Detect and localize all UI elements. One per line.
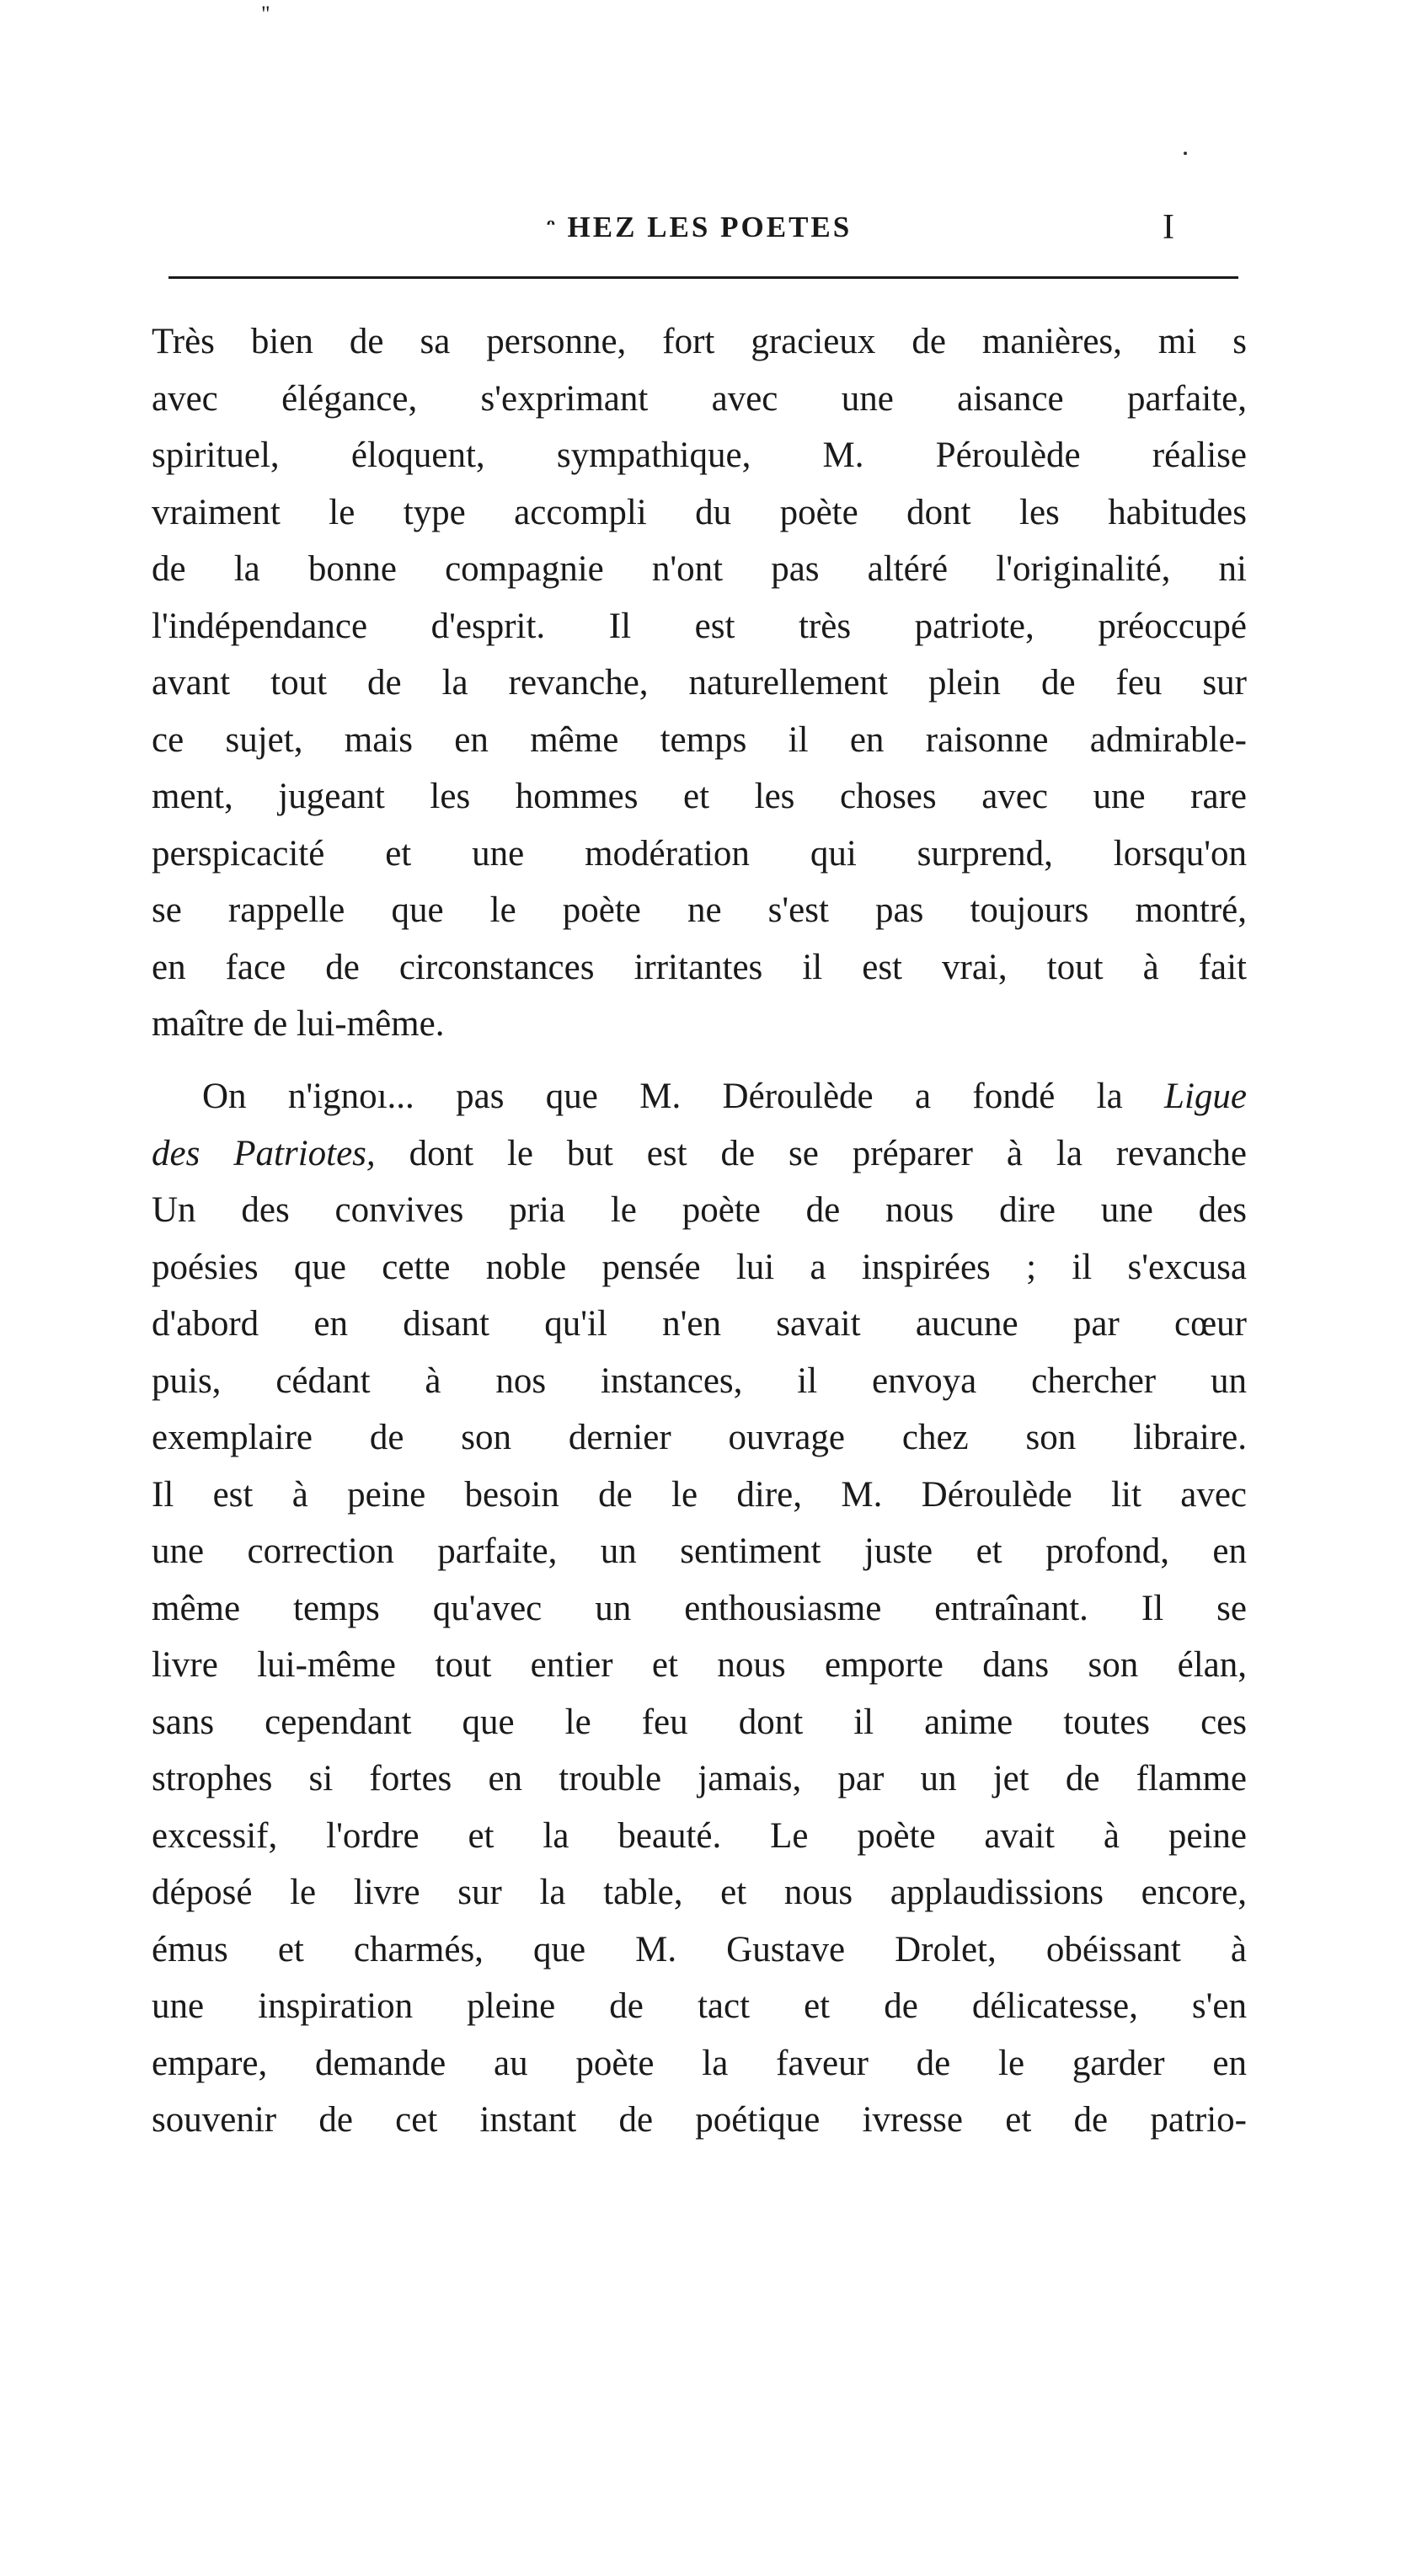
text-line: Il est à peine besoin de le dire, M. Déroulède lit avec <box>152 1474 1247 1515</box>
text-run: dont le but est de se préparer à la revanche <box>375 1133 1247 1173</box>
text-line: se rappelle que le poète ne s'est pas toujours montré, <box>152 890 1247 930</box>
text-line: d'abord en disant qu'il n'en savait aucune par cœur <box>152 1304 1247 1344</box>
running-title: ᵔ HEZ LES POETES <box>546 211 853 243</box>
text-line: sans cependant que le feu dont il anime toutes ces <box>152 1702 1247 1742</box>
text-line: perspicacité et une modération qui surprend, lorsqu'on <box>152 833 1247 874</box>
text-line: excessif, l'ordre et la beauté. Le poète avait à peine <box>152 1815 1247 1856</box>
running-head <box>0 202 1406 253</box>
text-line <box>152 1125 1247 1183</box>
text-line: poésies que cette noble pensée lui a inspirées ; il s'excusa <box>152 1247 1247 1287</box>
header-rule <box>168 276 1238 279</box>
italic-title: Ligue <box>1164 1077 1247 1116</box>
text-run: On n'ignoı... pas que M. Déroulède a fondé la <box>202 1077 1165 1116</box>
text-line: strophes si fortes en trouble jamais, par un jet de flamme <box>152 1759 1247 1798</box>
text-line: de la bonne compagnie n'ont pas altéré l'originalité, ni <box>152 549 1247 589</box>
text-line: avec élégance, s'exprimant avec une aisance parfaite, <box>152 378 1247 419</box>
text-line: puis, cédant à nos instances, il envoya chercher un <box>152 1360 1247 1401</box>
text-line: une correction parfaite, un sentiment juste et profond, en <box>152 1531 1247 1571</box>
text-line: ment, jugeant les hommes et les choses avec une rare <box>152 777 1247 816</box>
text-line: en face de circonstances irritantes il est vrai, tout à fait <box>152 947 1247 987</box>
text-line: spirituel, éloquent, sympathique, M. Péroulède réalise <box>152 436 1247 475</box>
text-line: ce sujet, mais en même temps il en raisonne admirable- <box>152 719 1247 760</box>
page-number: I <box>1163 208 1174 247</box>
text-line: Un des convives pria le poète de nous dire une des <box>152 1190 1247 1230</box>
text-line: l'indépendance d'esprit. Il est très patriote, préoccupé <box>152 606 1247 646</box>
text-line: émus et charmés, que M. Gustave Drolet, obéissant à <box>152 1929 1247 1969</box>
text-line: même temps qu'avec un enthousiasme entraînant. Il se <box>152 1588 1247 1628</box>
text-line: maître de lui-même. <box>152 1004 445 1044</box>
paragraph-1 <box>152 313 1247 1053</box>
text-line: vraiment le type accompli du poète dont les habitudes <box>152 492 1247 532</box>
text-line: souvenir de cet instant de poétique ivresse et de patrio- <box>152 2100 1247 2140</box>
text-line: déposé le livre sur la table, et nous applaudissions encore, <box>152 1873 1247 1912</box>
stray-dot <box>1184 152 1187 155</box>
italic-title: des Patriotes, <box>152 1133 376 1173</box>
text-line: empare, demande au poète la faveur de le garder en <box>152 2043 1247 2083</box>
stray-mark: " <box>261 2 270 26</box>
text-line <box>152 1068 1247 1125</box>
text-line: Très bien de sa personne, fort gracieux de manières, mi s <box>152 322 1247 361</box>
text-line: avant tout de la revanche, naturellement plein de feu sur <box>152 663 1247 703</box>
paragraph-2 <box>152 1068 1247 2149</box>
text-line: livre lui-même tout entier et nous emporte dans son élan, <box>152 1645 1247 1685</box>
text-line: une inspiration pleine de tact et de délicatesse, s'en <box>152 1986 1247 2026</box>
text-line: exemplaire de son dernier ouvrage chez son libraire. <box>152 1418 1247 1457</box>
